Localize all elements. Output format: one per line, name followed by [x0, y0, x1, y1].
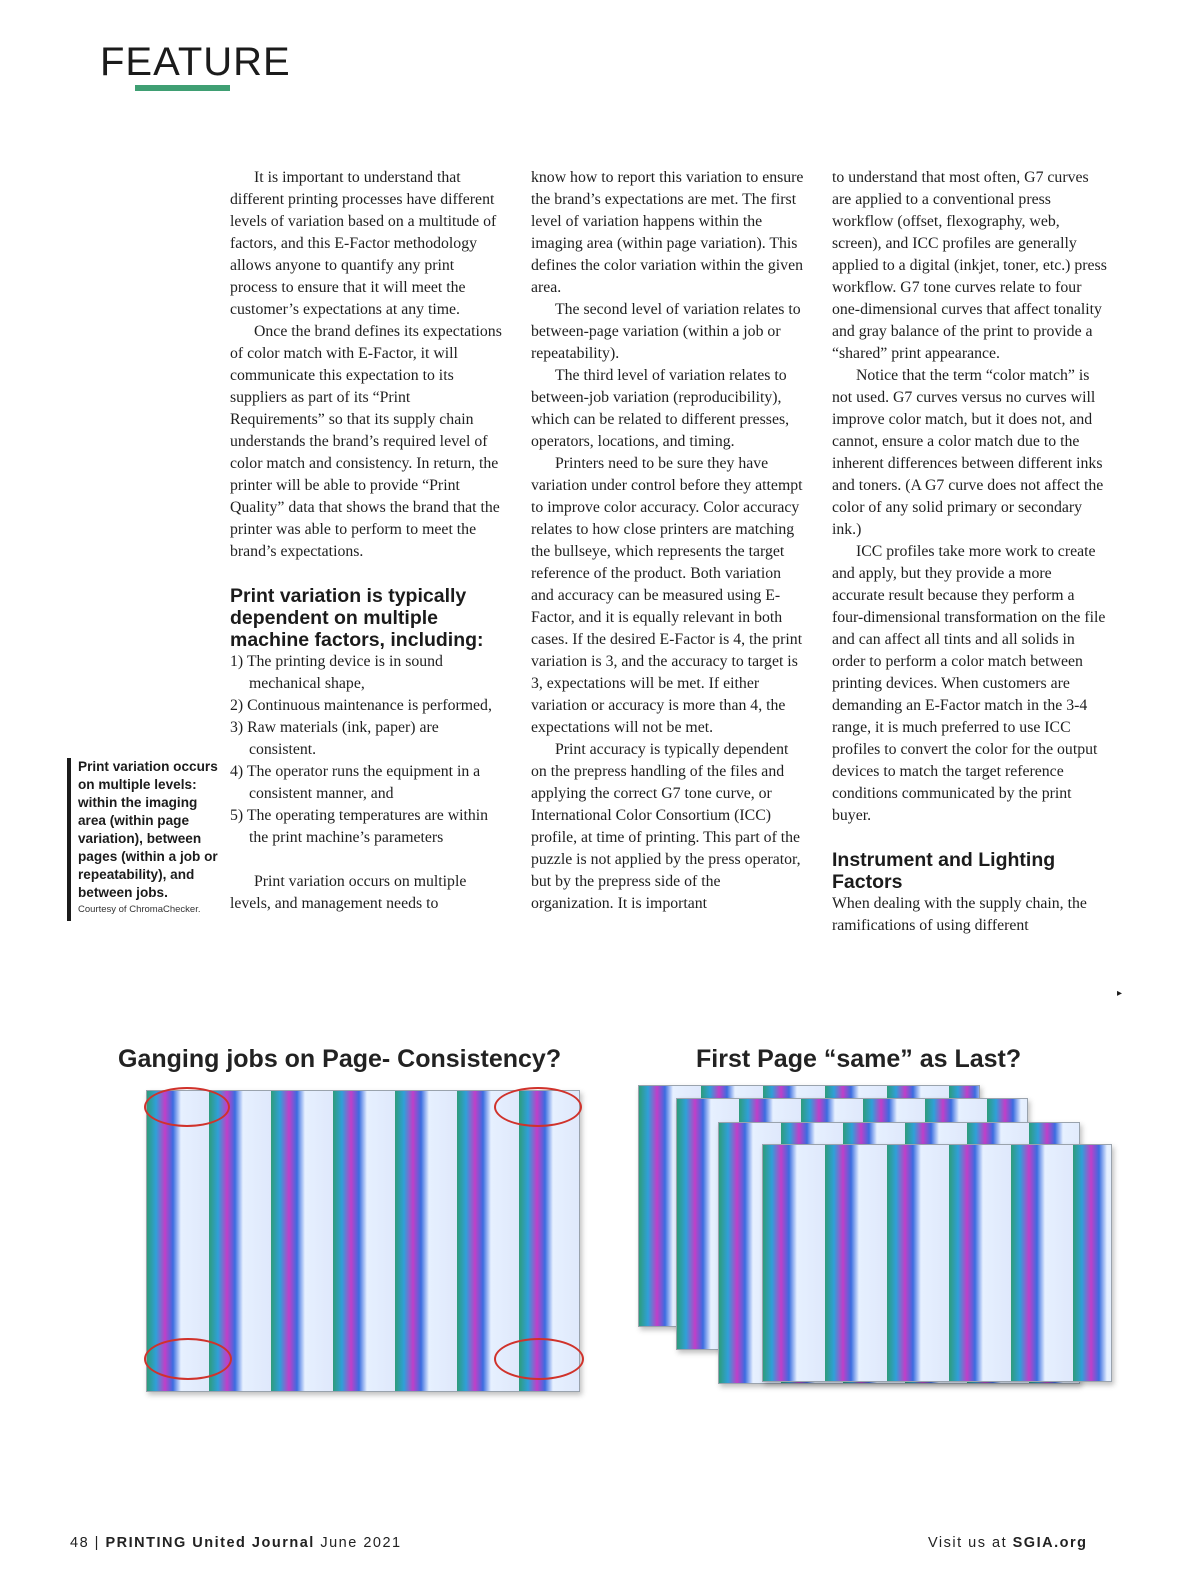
highlight-circle: [494, 1087, 582, 1127]
paragraph: Printers need to be sure they have variation under control before they attempt to improve color accuracy. Color accuracy relates to how close printers are matching the bullseye, which represents the target reference of the product. Both variation and accuracy can be measured using E-Factor, and it is equally relevant in both cases. If the desired E-Factor is 4, the print variation is 3, and the accuracy to target is 3, expectations will be met. If either variation or accuracy is more than 4, the expectations will not be met.: [531, 455, 803, 736]
paragraph: ICC profiles take more work to create and apply, but they provide a more accurate result because they perform a four-dimensional transformation on the file and can affect all tints and all solids in order to perform a color match between printing devices. When customers are demanding an E-Factor match in the 3-4 range, it is much preferred to use ICC profiles to convert the color for the output devices to match the target reference conditions communicated by the print buyer.: [832, 543, 1106, 824]
footer-publication-info: [70, 1535, 402, 1551]
list-item: 1) The printing device is in sound mechanical shape,: [230, 653, 443, 692]
article-column-3: [832, 167, 1107, 937]
visit-text: Visit us at: [928, 1535, 1008, 1551]
subheading: Instrument and Lighting Factors: [832, 849, 1056, 893]
article-column-2: [531, 167, 806, 915]
publication-name: PRINTING United Journal: [105, 1535, 315, 1551]
caption-text: Print variation occurs on multiple levels: within the imaging area (within page variation), between pages (within a job or repeatability), and between jobs.: [78, 759, 218, 900]
header-accent-rule: [135, 85, 230, 91]
figure-title: Ganging jobs on Page- Consistency?: [118, 1045, 562, 1073]
issue-date: June 2021: [320, 1535, 402, 1551]
continue-arrow-icon: ▸: [1117, 988, 1123, 999]
list-item: 4) The operator runs the equipment in a consistent manner, and: [230, 763, 481, 802]
paragraph: Print accuracy is typically dependent on the prepress handling of the files and applying the correct G7 tone curve, or International Color Consortium (ICC) profile, at time of printing. This part of the puzzle is not applied by the press operator, but by the prepress side of the organization. It is important: [531, 741, 801, 912]
paragraph: to understand that most often, G7 curves are applied to a conventional press workflow (offset, flexography, web, screen), and ICC profiles are generally applied to a digital (inkjet, toner, etc.) press workflow. G7 tone curves relate to four one-dimensional curves that affect tonality and gray balance of the print to provide a “shared” print appearance.: [832, 169, 1107, 362]
section-header: FEATURE: [100, 40, 291, 84]
paragraph: The third level of variation relates to between-job variation (reproducibility), which can be related to different presses, operators, locations, and timing.: [531, 367, 790, 450]
paragraph: It is important to understand that different printing processes have different levels of variation based on a multitude of factors, and this E-Factor methodology allows anyone to quantify any print process to ensure that it will meet the customer’s expectations at any time.: [230, 169, 497, 318]
highlight-circle: [144, 1338, 232, 1380]
printed-sheet-page-4: [762, 1144, 1112, 1382]
figure-first-vs-last-page: [630, 1040, 1120, 1400]
list-item: 5) The operating temperatures are within the print machine’s parameters: [230, 807, 489, 846]
highlight-circle: [144, 1087, 230, 1127]
paragraph: know how to report this variation to ensure the brand’s expectations are met. The first level of variation happens within the imaging area (within page variation). This defines the color variation within the given area.: [531, 169, 804, 296]
figure-title: First Page “same” as Last?: [696, 1045, 1022, 1073]
list-item: 3) Raw materials (ink, paper) are consistent.: [230, 719, 439, 758]
paragraph: Notice that the term “color match” is not used. G7 curves versus no curves will improve color match, but it does not, and cannot, ensure a color match due to the inherent differences between different inks and toners. (A G7 curve does not affect the color of any solid primary or secondary ink.): [832, 367, 1104, 538]
figure-caption: [67, 758, 218, 921]
caption-credit: Courtesy of ChromaChecker.: [78, 904, 201, 915]
machine-factors-list: [230, 651, 505, 849]
footer-separator: |: [94, 1535, 100, 1551]
page-number: 48: [70, 1535, 90, 1551]
highlight-circle: [494, 1338, 584, 1380]
paragraph: The second level of variation relates to between-page variation (within a job or repeatability).: [531, 301, 801, 362]
paragraph: When dealing with the supply chain, the ramifications of using different: [832, 895, 1087, 934]
subheading: Print variation is typically dependent on multiple machine factors, including:: [230, 585, 484, 651]
list-item: 2) Continuous maintenance is performed,: [230, 697, 492, 714]
figure-ganging-jobs: [110, 1040, 600, 1400]
website-link[interactable]: SGIA.org: [1012, 1535, 1088, 1551]
footer-website: [928, 1535, 1087, 1551]
paragraph: Once the brand defines its expectations of color match with E-Factor, it will communicate this expectation to its suppliers as part of its “Print Requirements” so that its supply chain understands the brand’s required level of color match and consistency. In return, the printer will be able to provide “Print Quality” data that shows the brand that the printer was able to perform to meet the brand’s expectations.: [230, 323, 502, 560]
paragraph: Print variation occurs on multiple levels, and management needs to: [230, 873, 467, 912]
article-column-1: [230, 167, 505, 915]
